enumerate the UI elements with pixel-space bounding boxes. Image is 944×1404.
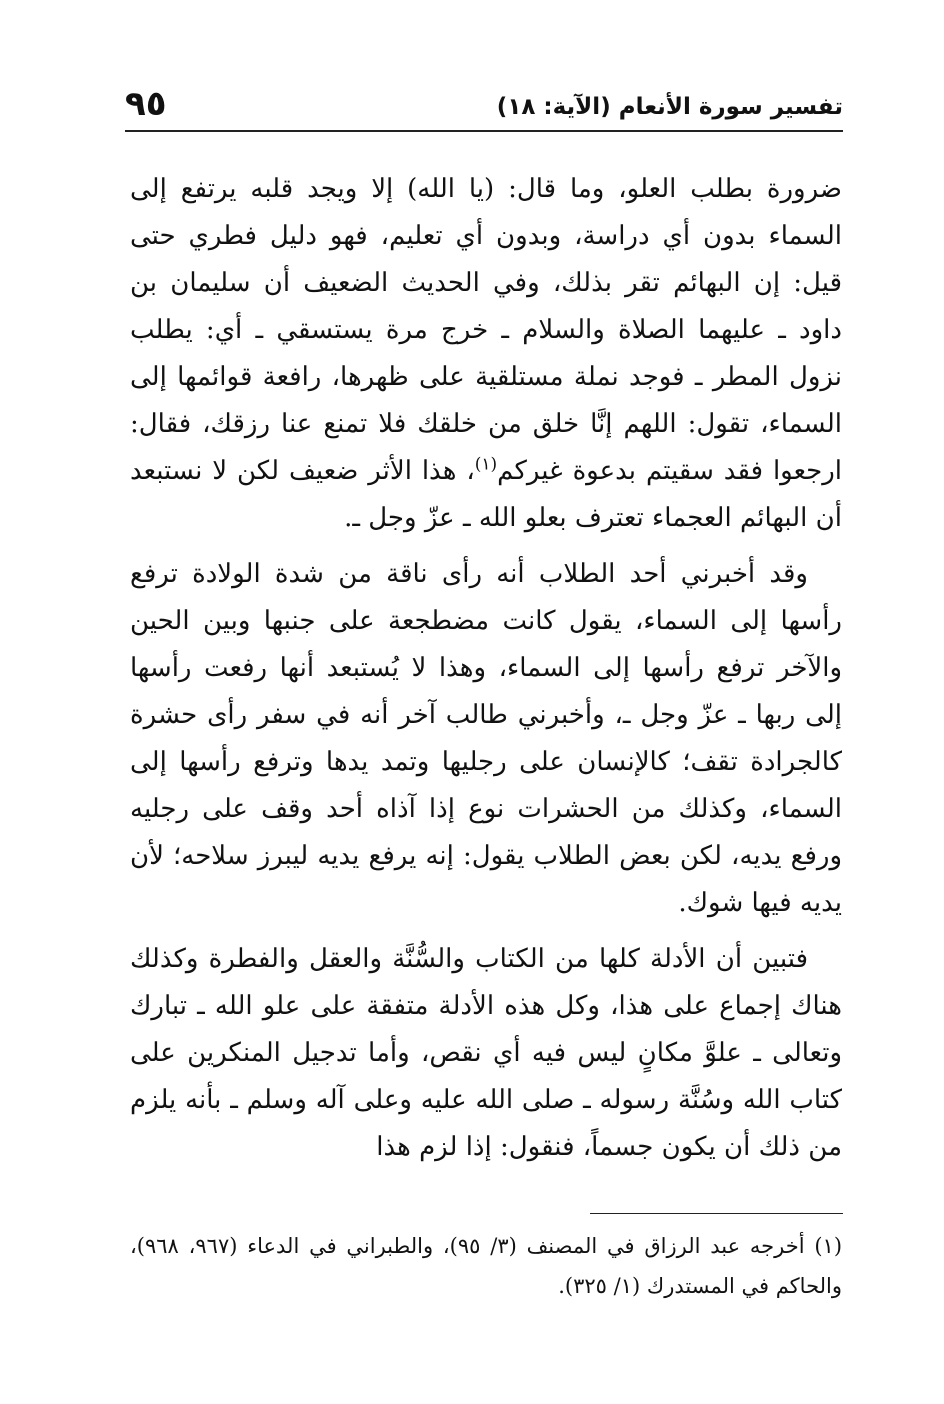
page-header [125, 80, 843, 130]
footnote-reference: (١) [474, 454, 498, 475]
paragraph-1-text: ضرورة بطلب العلو، وما قال: (يا الله) إلا ويجد قلبه يرتفع إلى السماء بدون أي دراسة، وبدون أي تعليم، فهو دليل فطري حتى قيل: إن البهائم تقر بذلك، وفي الحديث الضعيف أن سليمان بن داود ـ عليهما الصلاة والسلام ـ خرج مرة يستسقي ـ أي: يطلب نزول المطر ـ فوجد نملة مستلقية على ظهرها، رافعة قوائمها إلى السماء، تقول: اللهم إنَّا خلق من خلقك فلا تمنع عنا رزقك، فقال: ارجعوا فقد سقيتم بدعوة غيركم [130, 174, 842, 486]
header-divider [125, 130, 843, 132]
footnote-1: (١) أخرجه عبد الرزاق في المصنف (٣/ ٩٥)، والطبراني في الدعاء (٩٦٧، ٩٦٨)، والحاكم في المستدرك (١/ ٣٢٥). [130, 1234, 843, 1298]
paragraph-1 [130, 166, 842, 542]
paragraph-1-text-after: ، هذا الأثر ضعيف لكن لا نستبعد أن البهائم العجماء تعترف بعلو الله ـ عزّ وجل ـ. [130, 456, 842, 533]
running-title: تفسير سورة الأنعام (الآية: ١٨) [496, 94, 843, 120]
footnotes [130, 1226, 842, 1306]
page-number: ٩٥ [125, 84, 167, 124]
main-text [130, 166, 842, 1180]
paragraph-2: وقد أخبرني أحد الطلاب أنه رأى ناقة من شدة الولادة ترفع رأسها إلى السماء، يقول كانت مضطجعة على جنبها وبين الحين والآخر ترفع رأسها إلى السماء، وهذا لا يُستبعد أنها رفعت رأسها إلى ربها ـ عزّ وجل ـ، وأخبرني طالب آخر أنه في سفر رأى حشرة كالجرادة تقف؛ كالإنسان على رجليها وتمد يدها وترفع رأسها إلى السماء، وكذلك من الحشرات نوع إذا آذاه أحد وقف على رجليه ورفع يديه، لكن بعض الطلاب يقول: إنه يرفع يديه ليبرز سلاحه؛ لأن يديه فيها شوك. [130, 559, 842, 918]
paragraph-3: فتبين أن الأدلة كلها من الكتاب والسُّنَّة والعقل والفطرة وكذلك هناك إجماع على هذا، وكل هذه الأدلة متفقة على علو الله ـ تبارك وتعالى ـ علوَّ مكانٍ ليس فيه أي نقص، وأما تدجيل المنكرين على كتاب الله وسُنَّة رسوله ـ صلى الله عليه وعلى آله وسلم ـ بأنه يلزم من ذلك أن يكون جسماً، فنقول: إذا لزم هذا [130, 944, 842, 1162]
footnote-divider [590, 1213, 843, 1214]
